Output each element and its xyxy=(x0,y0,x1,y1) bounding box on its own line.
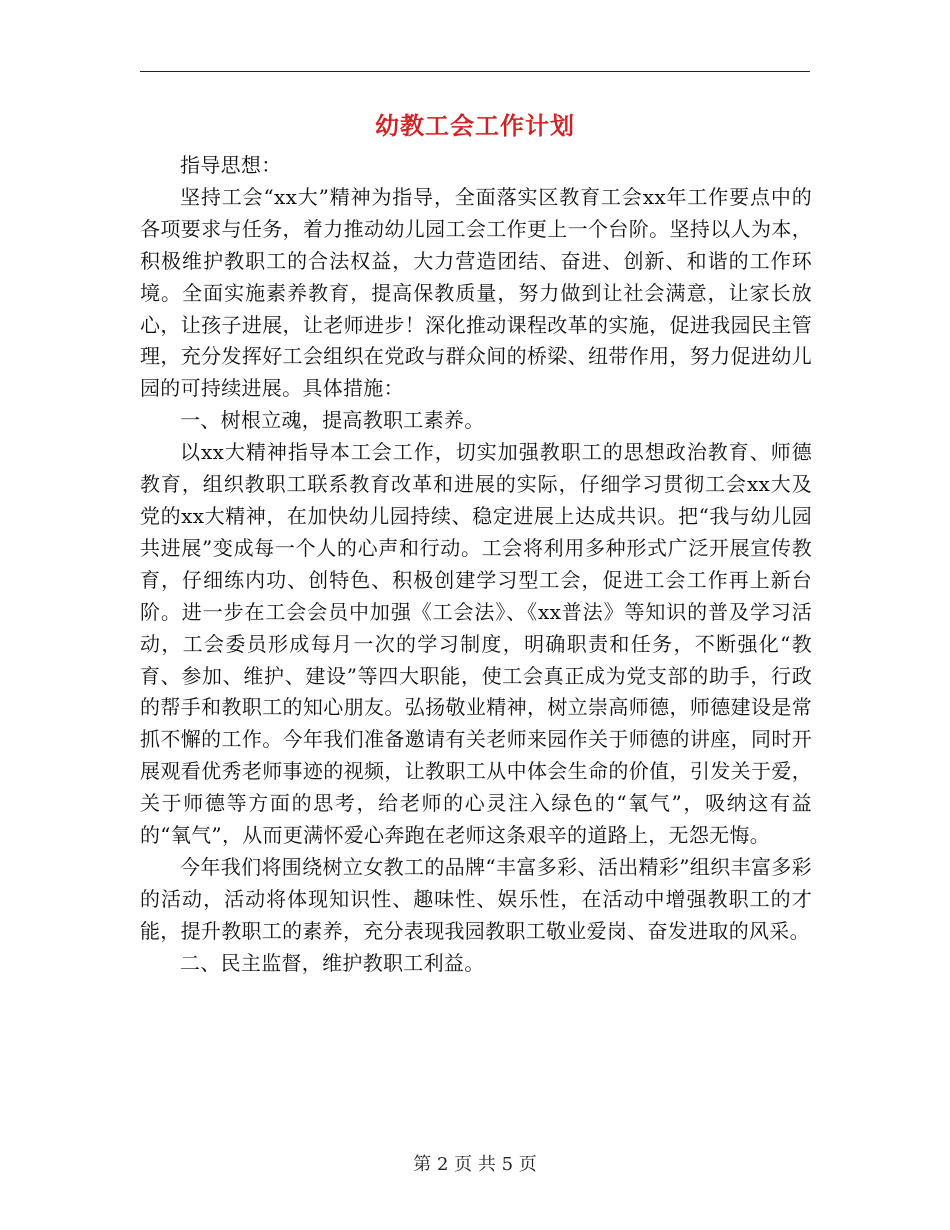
paragraph-section-one-body: 以xx大精神指导本工会工作，切实加强教职工的思想政治教育、师德教育，组织教职工联系教育改革和进展的实际，仔细学习贯彻工会xx大及党的xx大精神，在加快幼儿园持续、稳定进展上达成共识。把“我与幼儿园共进展”变成每一个人的心声和行动。工会将利用多种形式广泛开展宣传教育，仔细练内功、创特色、积极创建学习型工会，促进工会工作再上新台阶。进一步在工会会员中加强《工会法》、《xx普法》等知识的普及学习活动，工会委员形成每月一次的学习制度，明确职责和任务，不断强化“教育、参加、维护、建设”等四大职能，使工会真正成为党支部的助手，行政的帮手和教职工的知心朋友。弘扬敬业精神，树立崇高师德，师德建设是常抓不懈的工作。今年我们准备邀请有关老师来园作关于师德的讲座，同时开展观看优秀老师事迹的视频，让教职工从中体会生命的价值，引发关于爱，关于师德等方面的思考，给老师的心灵注入绿色的“氧气”，吸纳这有益的“氧气”，从而更满怀爱心奔跑在老师这条艰辛的道路上，无怨无悔。 xyxy=(140,440,812,848)
paragraph-guiding-thought: 坚持工会“xx大”精神为指导，全面落实区教育工会xx年工作要点中的各项要求与任务，着力推动幼儿园工会工作更上一个台阶。坚持以人为本，积极维护教职工的合法权益，大力营造团结、奋进、创新、和谐的工作环境。全面实施素养教育，提高保教质量，努力做到让社会满意，让家长放心，让孩子进展，让老师进步！深化推动课程改革的实施，促进我园民主管理，充分发挥好工会组织在党政与群众间的桥梁、纽带作用，努力促进幼儿园的可持续进展。具体措施： xyxy=(140,184,812,401)
paragraph-activities: 今年我们将围绕树立女教工的品牌“丰富多彩、活出精彩”组织丰富多彩的活动，活动将体现知识性、趣味性、娱乐性，在活动中增强教职工的才能，提升教职工的素养，充分表现我园教职工敬业爱岗、奋发进取的风采。 xyxy=(140,854,812,943)
paragraph-section-one-heading: 一、树根立魂，提高教职工素养。 xyxy=(180,408,485,433)
paragraph-section-two-heading: 二、民主监督，维护教职工利益。 xyxy=(180,950,485,975)
header-rule xyxy=(140,71,810,72)
document-title: 幼教工会工作计划 xyxy=(375,111,575,140)
page-number-footer: 第 2 页 共 5 页 xyxy=(413,1154,537,1175)
paragraph-guiding-heading: 指导思想： xyxy=(180,153,282,177)
document-body xyxy=(140,150,812,980)
